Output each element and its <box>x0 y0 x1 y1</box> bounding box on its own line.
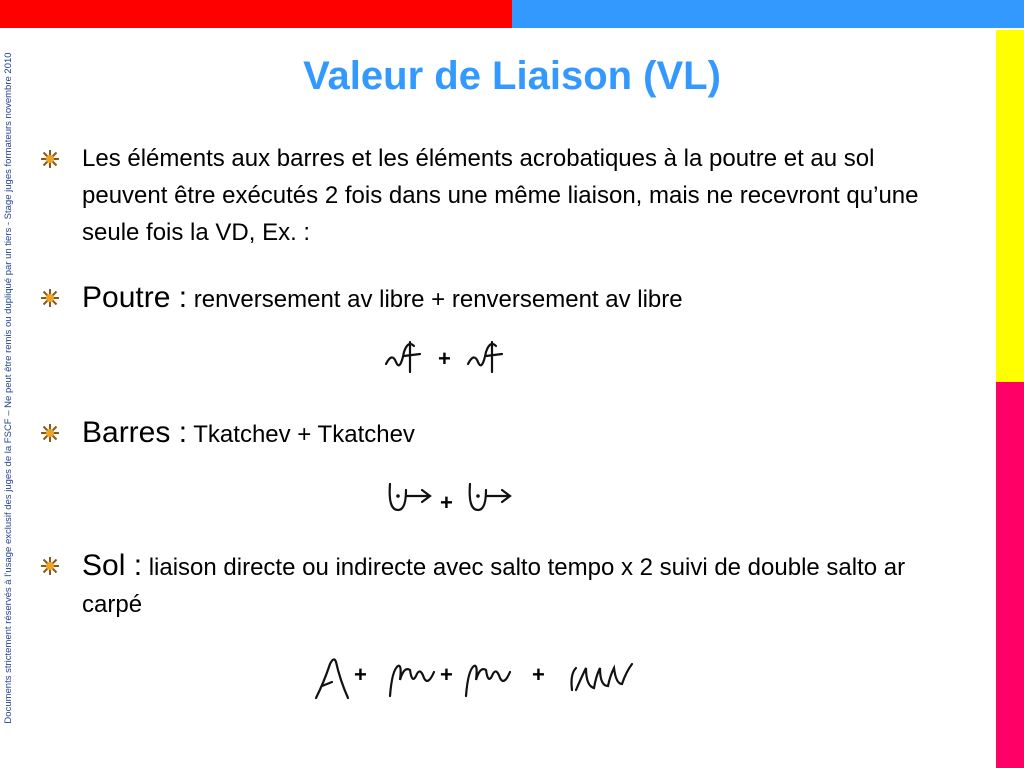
salto-tempo-symbol <box>386 656 438 700</box>
bullet-label: Poutre : <box>82 281 188 314</box>
bullet-label: Barres : <box>82 416 188 449</box>
double-salto-carpe-symbol <box>568 656 638 696</box>
plus-sign: + <box>440 490 453 515</box>
side-band-yellow <box>996 30 1024 382</box>
bullet-text: Les éléments aux barres et les éléments acrobatiques à la poutre et au sol peuvent être exécutés 2 fois dans une même liaison, mais ne recevront qu’une seule fois la VD, Ex. : <box>82 145 919 246</box>
bullet-rule <box>40 140 950 251</box>
side-band-pink <box>996 382 1024 768</box>
salto-tempo-symbol <box>462 656 514 700</box>
bullet-barres <box>40 414 950 453</box>
bullet-text: liaison directe ou indirecte avec salto tempo x 2 suivi de double salto ar carpé <box>82 554 906 618</box>
copyright-note: Documents strictement réservés à l’usage exclusif des juges de la FSCF – Ne peut être remis ou dupliqué par un tiers - Stage juges formateurs novembre 2010 <box>3 52 14 724</box>
bullet-poutre <box>40 279 950 318</box>
star-bullet-icon <box>40 149 60 169</box>
salto-symbol <box>314 652 354 702</box>
star-bullet-icon <box>40 288 60 308</box>
plus-sign: + <box>354 662 367 687</box>
plus-sign: + <box>532 662 545 687</box>
star-bullet-icon <box>40 423 60 443</box>
bullet-text: Tkatchev + Tkatchev <box>187 421 415 448</box>
slide-title: Valeur de Liaison (VL) <box>303 54 721 98</box>
tkatchev-symbol <box>386 480 436 516</box>
renversement-symbol <box>384 336 430 376</box>
tkatchev-symbol <box>466 480 516 516</box>
plus-sign: + <box>438 346 451 371</box>
top-band-red <box>0 0 512 28</box>
bullet-sol <box>40 547 950 623</box>
bullet-text: renversement av libre + renversement av libre <box>187 286 683 313</box>
renversement-symbol <box>466 336 512 376</box>
star-bullet-icon <box>40 556 60 576</box>
plus-sign: + <box>440 662 453 687</box>
bullet-label: Sol : <box>82 549 143 582</box>
top-band-blue <box>512 0 1024 28</box>
